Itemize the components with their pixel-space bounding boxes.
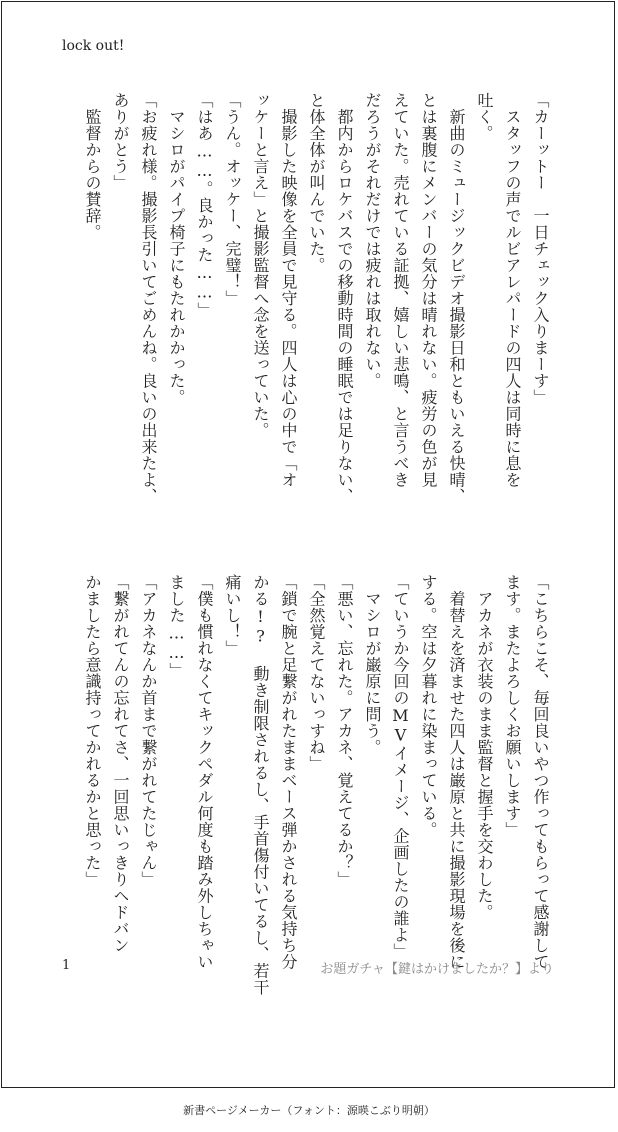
text-line: 「鎖で腕と足繋がれたままベース弾かされる気持ち分: [279, 574, 298, 970]
text-line: えていた。売れている証拠、嬉しい悲鳴、と言うべき: [391, 92, 410, 488]
source-credit: お題ガチャ【鍵はかけましたか？】より: [320, 962, 554, 977]
document-title: lock out!: [62, 38, 125, 54]
text-line: ッケーと言え」と撮影監督へ念を送っていた。: [251, 92, 270, 439]
page-sheet: [1, 1, 615, 1088]
text-line: 「ていうか今回のMVイメージ、企画したの誰よ」: [391, 574, 410, 960]
text-line: 痛いし！」: [223, 574, 242, 657]
text-line: かましたら意識持ってかれるかと思った」: [83, 574, 102, 888]
text-line: 「カーットー 一日チェック入りまーす」: [531, 92, 550, 406]
text-block-top: [54, 92, 554, 542]
text-line: 「悪い、忘れた。アカネ、覚えてるか？」: [335, 574, 354, 888]
text-line: ました……」: [167, 574, 186, 679]
text-line: と体全体が叫んでいた。: [307, 92, 326, 274]
text-line: 撮影した映像を全員で見守る。四人は心の中で「オ: [279, 92, 298, 488]
text-line: ます。またよろしくお願いします」: [503, 574, 522, 838]
text-line: だろうがそれだけでは疲れは取れない。: [363, 92, 382, 389]
text-line: 「繋がれてんの忘れてさ、一回思いっきりヘドバン: [111, 574, 130, 954]
text-line: 吐く。: [475, 92, 494, 142]
text-line: とは裏腹にメンバーの気分は晴れない。疲労の色が見: [419, 92, 438, 488]
text-line: 新曲のミュージックビデオ撮影日和ともいえる快晴、: [447, 92, 466, 505]
text-line: する。空は夕暮れに染まっている。: [419, 574, 438, 838]
text-line: 「僕も慣れなくてキックペダル何度も踏み外しちゃい: [195, 574, 214, 970]
text-line: マシロが巌原に問う。: [363, 574, 382, 756]
text-line: 「はあ……。良かった……」: [195, 92, 214, 319]
text-line: 都内からロケバスでの移動時間の睡眠では足りない、: [335, 92, 354, 505]
text-line: 「こちらこそ、毎回良いやつ作ってもらって感謝して: [531, 574, 550, 970]
text-line: 「うん。オッケー、完璧！」: [223, 92, 242, 307]
text-line: 「アカネなんか首まで繋がれてたじゃん」: [139, 574, 158, 888]
text-line: 「お疲れ様。撮影長引いてごめんね。良いの出来たよ、: [139, 92, 158, 505]
text-line: マシロがパイプ椅子にもたれかかった。: [167, 92, 186, 406]
page-number: 1: [62, 958, 71, 973]
text-line: アカネが衣装のまま監督と握手を交わした。: [475, 574, 494, 921]
text-line: 監督からの賛辞。: [83, 92, 102, 241]
text-line: スタッフの声でルビアレパードの四人は同時に息を: [503, 92, 522, 488]
text-line: ありがとう」: [111, 92, 130, 191]
text-line: 着替えを済ませた四人は巌原と共に撮影現場を後に: [447, 574, 466, 970]
text-line: 「全然覚えてないっすね」: [307, 574, 326, 772]
footer-credit: 新書ページメーカー（フォント：源暎こぶり明朝）: [183, 1104, 435, 1117]
text-line: かる!? 動き制限されるし、手首傷付いてるし、若干: [251, 574, 270, 996]
